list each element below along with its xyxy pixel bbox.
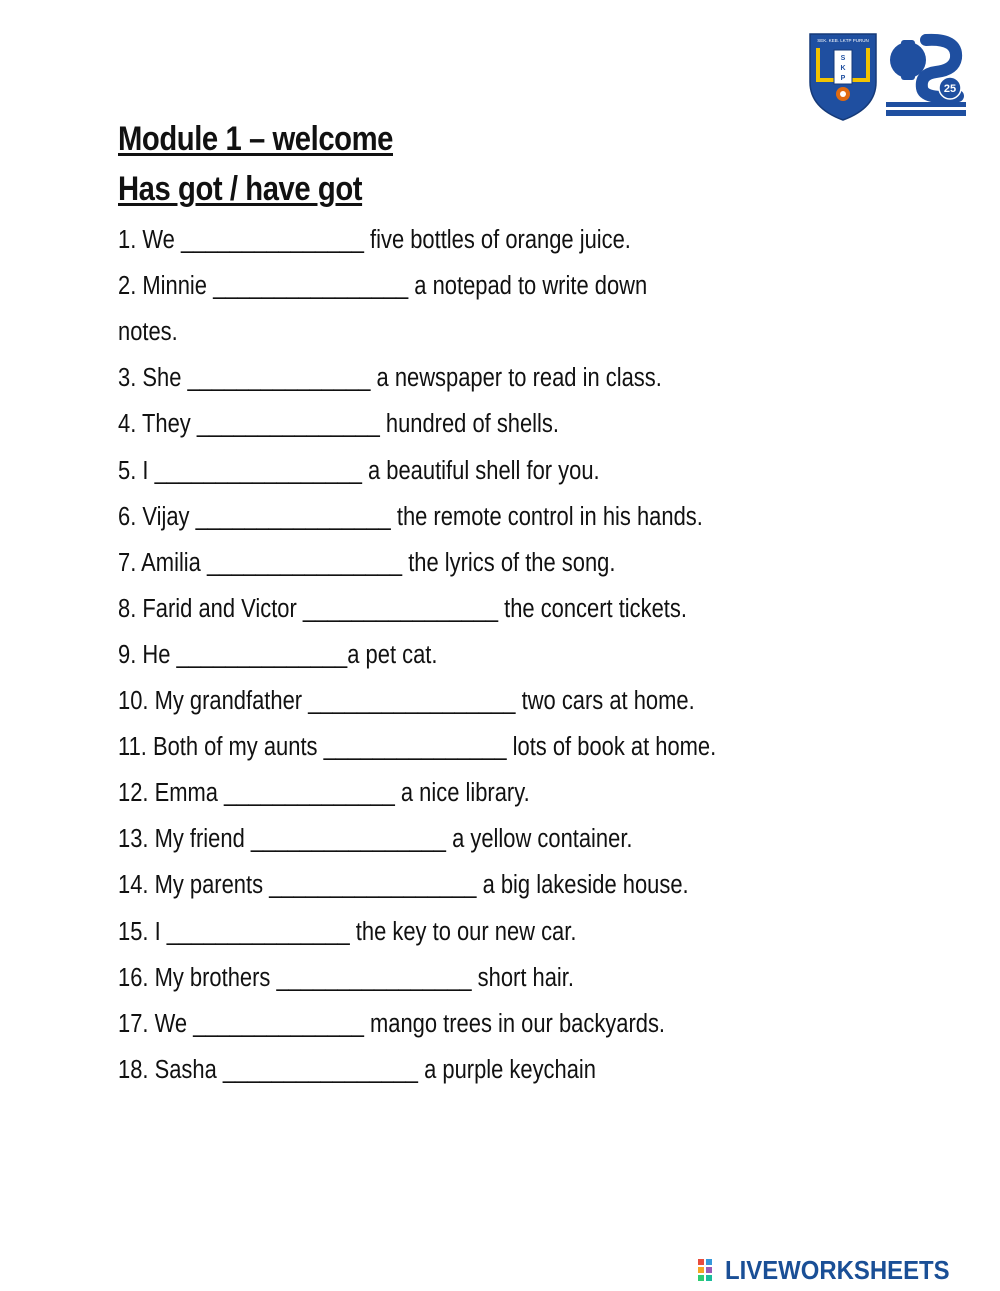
exercise-line: 9. He ______________a pet cat.	[118, 640, 438, 669]
svg-text:P: P	[840, 75, 846, 82]
exercise-line: 6. Vijay ________________ the remote control in his hands.	[118, 502, 703, 531]
exercise-line: 4. They _______________ hundred of shells.	[118, 410, 559, 439]
exercise-line: 12. Emma ______________ a nice library.	[118, 779, 530, 808]
page-title: Module 1 – welcome	[118, 120, 393, 158]
exercise-line: 3. She _______________ a newspaper to read in class.	[118, 364, 662, 393]
svg-text:S: S	[840, 55, 846, 62]
exercise-line: 2. Minnie ________________ a notepad to write down	[118, 272, 648, 301]
exercise-line: 10. My grandfather _________________ two cars at home.	[118, 687, 695, 715]
exercise-line: 18. Sasha ________________ a purple keychain	[118, 1055, 596, 1084]
exercise-line: 8. Farid and Victor ________________ the concert tickets.	[118, 594, 687, 623]
page-subtitle: Has got / have got	[118, 170, 363, 208]
footer-brand-text: LIVEWORKSHEETS	[725, 1254, 950, 1285]
exercise-line: 16. My brothers ________________ short hair.	[118, 963, 574, 992]
exercise-line: 5. I _________________ a beautiful shell for you.	[118, 456, 600, 485]
school-crest-icon	[810, 34, 876, 120]
svg-text:25: 25	[943, 83, 957, 95]
exercise-line: 17. We ______________ mango trees in our backyards.	[118, 1009, 666, 1038]
program-logo-icon	[886, 40, 966, 116]
exercise-line: 1. We _______________ five bottles of orange juice.	[118, 226, 631, 254]
liveworksheets-logo-icon	[697, 1257, 723, 1283]
exercise-line: 14. My parents _________________ a big lakeside house.	[118, 871, 689, 900]
footer-brand	[697, 1254, 997, 1286]
exercise-line: 13. My friend ________________ a yellow container.	[118, 825, 633, 854]
exercise-line: notes.	[118, 318, 178, 347]
exercise-line: 7. Amilia ________________ the lyrics of the song.	[118, 548, 616, 577]
svg-text:K: K	[840, 65, 846, 72]
school-logos	[808, 30, 968, 122]
exercise-line: 11. Both of my aunts _______________ lots of book at home.	[118, 733, 717, 762]
exercise-line: 15. I _______________ the key to our new car.	[118, 917, 577, 946]
svg-text:SEK. KEB. LKTP PURUN: SEK. KEB. LKTP PURUN	[817, 38, 869, 43]
